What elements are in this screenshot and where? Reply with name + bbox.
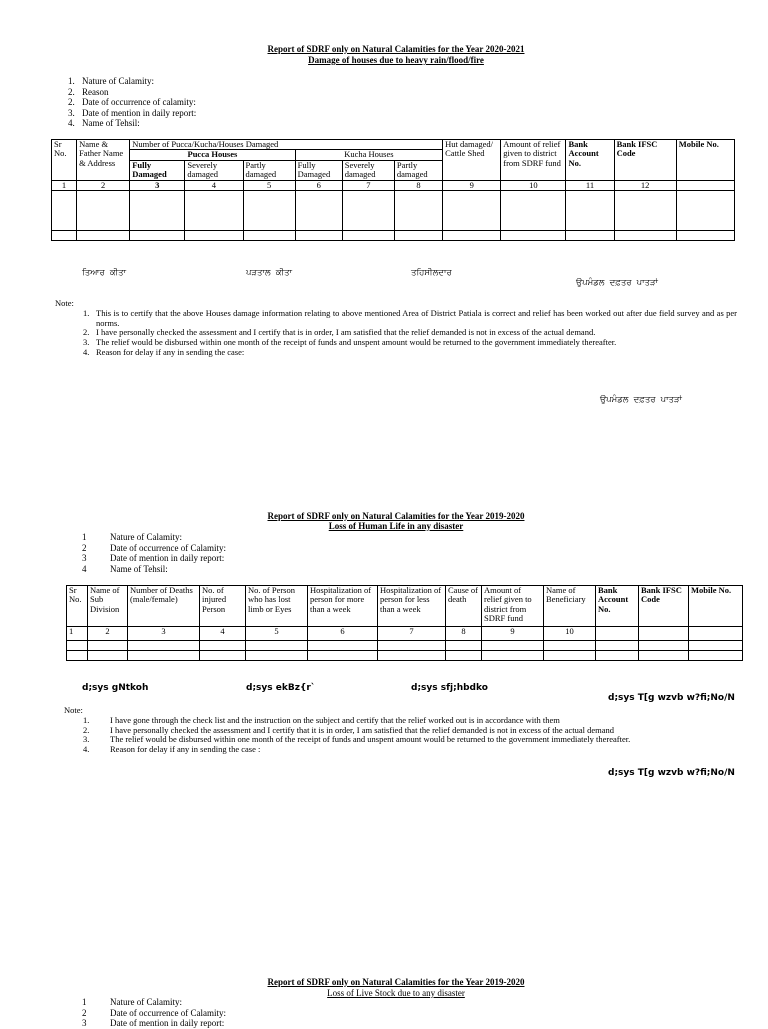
column-number-row: 1 2 3 4 5 6 7 8 9 10	[67, 627, 743, 641]
calamity-fields-human-life	[82, 532, 226, 574]
note-item: 4. Reason for delay if any in sending the case:	[83, 346, 245, 357]
header-pucca-severely: Severely damaged	[185, 160, 243, 180]
notes-houses	[55, 299, 737, 358]
signature-superintendent: d;sys sfj;hbdko	[411, 683, 488, 693]
table-row	[67, 651, 743, 661]
bottom-signature-human-life: d;sys T[g wzvb w?fi;No/N	[608, 768, 735, 778]
field-item: 3 Date of mention in daily report:	[82, 1018, 225, 1028]
calamity-fields-houses	[68, 76, 196, 129]
header-mobile: Mobile No.	[676, 140, 734, 181]
header-kucha-severely: Severely damaged	[342, 160, 394, 180]
note-item: 2. I have personally checked the assessment and I certify that it is in order, I am satisfied that the relief demanded is not in excess of the actual demand	[83, 724, 615, 735]
report-title-live-stock: Report of SDRF only on Natural Calamities for the Year 2019-2020	[267, 977, 525, 987]
houses-damage-table	[51, 139, 735, 241]
note-item: 3. The relief would be disbursed within one month of the receipt of funds and unspent amount would be returned to the government immediately thereafter.	[83, 734, 631, 745]
bottom-signature-houses: ਉਪਮੰਡਲ ਦਫ਼ਤਰ ਪਾਤੜਾਂ	[600, 395, 682, 405]
header-mobile: Mobile No.	[689, 586, 743, 627]
field-item: 1. Nature of Calamity:	[68, 76, 154, 86]
note-item: 2. I have personally checked the assessment and I certify that is in order, I am satisfied that the relief demanded is not in excess of the actual demand.	[83, 327, 596, 338]
field-item: 2 Date of occurrence of Calamity:	[82, 1007, 226, 1018]
header-kucha-houses: Kucha Houses	[295, 150, 442, 160]
report-subtitle-human-life: Loss of Human Life in any disaster	[328, 521, 464, 531]
header-row	[67, 586, 743, 627]
header-houses-damaged: Number of Pucca/Kucha/Houses Damaged	[130, 140, 443, 150]
header-relief-amount: Amount of relief given to district from SDRF fund	[501, 140, 566, 181]
field-item: 1 Nature of Calamity:	[82, 532, 182, 542]
note-item: 3. The relief would be disbursed within one month of the receipt of funds and unspent amount would be returned to the government immediately thereafter.	[83, 337, 617, 348]
report-title-human-life: Report of SDRF only on Natural Calamities for the Year 2019-2020	[267, 511, 525, 521]
header-deaths: Number of Deaths (male/female)	[128, 586, 200, 627]
report-subtitle-houses: Damage of houses due to heavy rain/flood/fire	[308, 55, 484, 65]
report-subtitle-live-stock: Loss of Live Stock due to any disaster	[327, 988, 465, 998]
field-item: 3. Date of mention in daily report:	[68, 107, 197, 118]
header-hospital-more: Hospitalization of person for more than a week	[308, 586, 378, 627]
column-number-row: 1 2 3 4 5 6 7 8 9 10 11 12	[52, 180, 735, 190]
header-bank-ifsc: Bank IFSC Code	[614, 140, 676, 181]
signature-sdm: d;sys T[g wzvb w?fi;No/N	[608, 693, 735, 703]
note-item: 1. This is to certify that the above Houses damage information relating to above mentioned Area of District Patiala is correct and relief has been worked out after due field survey and as per norms.	[83, 307, 737, 328]
note-label: Note:	[64, 705, 83, 715]
header-pucca-fully: Fully Damaged	[130, 160, 185, 180]
header-name-address: Name & Father Name & Address	[77, 140, 130, 181]
header-kucha-fully: Fully Damaged	[295, 160, 342, 180]
signature-prepared: ਤਿਆਰ ਕੀਤਾ	[82, 268, 127, 278]
header-hut-damaged: Hut damaged/ Cattle Shed	[443, 140, 501, 181]
field-item: 3 Date of mention in daily report:	[82, 553, 225, 563]
field-item: 2. Date of occurrence of calamity:	[68, 97, 196, 107]
signature-clerk: d;sys gNtkoh	[82, 683, 149, 693]
table-row	[52, 231, 735, 241]
signature-accountant: d;sys ekBz{r`	[246, 683, 316, 693]
notes-human-life	[64, 706, 744, 755]
header-pucca-partly: Partly damaged	[243, 160, 295, 180]
field-item: 2 Date of occurrence of Calamity:	[82, 542, 226, 553]
field-item: 4 Name of Tehsil:	[82, 563, 168, 574]
signature-checked: ਪੜਤਾਲ ਕੀਤਾ	[246, 268, 292, 278]
header-sub-division: Name of Sub Division	[88, 586, 128, 627]
field-item: 4. Name of Tehsil:	[68, 118, 140, 128]
header-bank-account: Bank Account No.	[566, 140, 614, 181]
field-item: 2. Reason	[68, 86, 109, 97]
header-injured: No. of injured Person	[200, 586, 246, 627]
header-bank-ifsc: Bank IFSC Code	[639, 586, 689, 627]
signature-tehsildar: ਤਹਿਸੀਲਦਾਰ	[411, 268, 452, 278]
table-row	[52, 191, 735, 231]
header-relief-amount: Amount of relief given to district from SDRF fund	[482, 586, 544, 627]
header-pucca-houses: Pucca Houses	[130, 150, 295, 160]
header-bank-account: Bank Account No.	[596, 586, 639, 627]
note-label: Note:	[55, 298, 74, 308]
field-item: 1 Nature of Calamity:	[82, 997, 182, 1007]
note-item: 4. Reason for delay if any in sending the case :	[83, 744, 261, 755]
header-lost-limb: No. of Person who has lost limb or Eyes	[246, 586, 308, 627]
header-hospital-less: Hospitalization of person for less than a week	[378, 586, 446, 627]
human-life-table	[66, 585, 743, 661]
header-sr-no: Sr No.	[52, 140, 77, 181]
header-kucha-partly: Partly damaged	[394, 160, 442, 180]
header-cause: Cause of death	[446, 586, 482, 627]
header-beneficiary: Name of Beneficiary	[544, 586, 596, 627]
signature-sdm-office: ਉਪਮੰਡਲ ਦਫ਼ਤਰ ਪਾਤੜਾਂ	[576, 278, 658, 288]
report-title-houses: Report of SDRF only on Natural Calamities for the Year 2020-2021	[267, 44, 525, 54]
note-item: 1. I have gone through the check list and the instruction on the subject and certify that the relief worked out is in accordance with them	[83, 714, 560, 725]
table-row	[67, 641, 743, 651]
header-sr-no: Sr No.	[67, 586, 88, 627]
